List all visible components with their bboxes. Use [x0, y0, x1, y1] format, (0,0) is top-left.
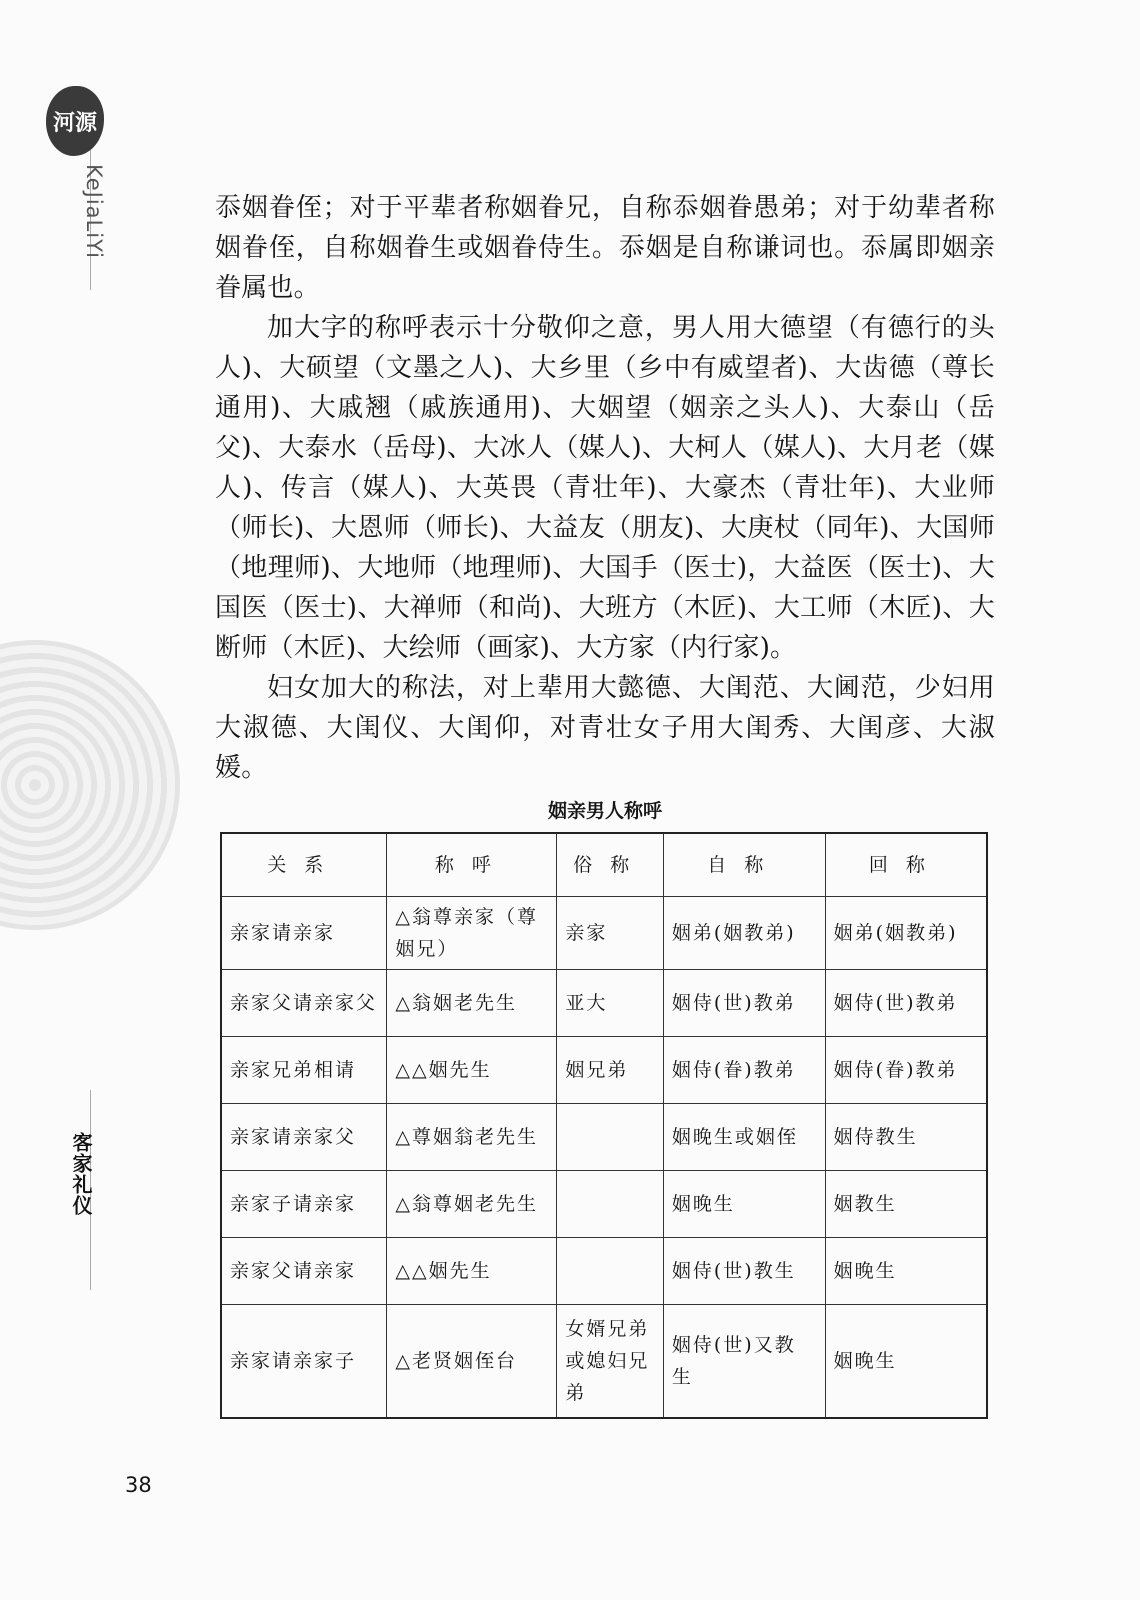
table-cell: 姻晚生: [825, 1238, 987, 1305]
table-cell: 亲家父请亲家: [221, 1238, 387, 1305]
table-cell: 亚大: [557, 970, 664, 1037]
table-cell: 亲家: [557, 897, 664, 970]
table-caption: 姻亲男人称呼: [547, 800, 662, 822]
table-cell: 姻侍教生: [825, 1104, 987, 1171]
page-number: 38: [125, 1473, 152, 1497]
header-self-reference: 自称: [663, 833, 825, 897]
table-row: [221, 1037, 987, 1104]
header-common-name: 俗称: [557, 833, 664, 897]
table-row: [221, 970, 987, 1037]
table-row: [221, 897, 987, 970]
table-cell: [557, 1104, 664, 1171]
table-cell: 姻晚生或姻侄: [663, 1104, 825, 1171]
header-address: 称呼: [387, 833, 557, 897]
header-relation: 关系: [221, 833, 387, 897]
header-reply-address: 回称: [825, 833, 987, 897]
paragraph: 忝姻眷侄；对于平辈者称姻眷兄，自称忝姻眷愚弟；对于幼辈者称姻眷侄，自称姻眷生或姻眷侍生。忝姻是自称谦词也。忝属即姻亲眷属也。: [215, 193, 995, 303]
table-cell: 姻侍(世)教弟: [825, 970, 987, 1037]
table-cell: 姻弟(姻教弟): [825, 897, 987, 970]
table-cell: 姻侍(世)教弟: [663, 970, 825, 1037]
body-text: [215, 188, 995, 788]
paragraph: 加大字的称呼表示十分敬仰之意，男人用大德望（有德行的头人)、大硕望（文墨之人)、大乡里（乡中有威望者)、大齿德（尊长通用)、大戚翘（戚族通用)、大姻望（姻亲之头人)、大泰山（岳父)、大泰水（岳母)、大冰人（媒人)、大柯人（媒人)、大月老（媒人)、传言（媒人)、大英畏（青壮年)、大豪杰（青壮年)、大业师（师长)、大恩师（师长)、大益友（朋友)、大庚杖（同年)、大国师（地理师)、大地师（地理师)、大国手（医士)，大益医（医士)、大国医（医士)、大禅师（和尚)、大班方（木匠)、大工师（木匠)、大断师（木匠)、大绘师（画家)、大方家（内行家)。: [215, 313, 995, 663]
table-cell: [557, 1171, 664, 1238]
table-cell: 姻侍(眷)教弟: [663, 1037, 825, 1104]
table-cell: 亲家兄弟相请: [221, 1037, 387, 1104]
table-row: [221, 1238, 987, 1305]
book-title: 客家礼仪: [69, 1132, 93, 1216]
table-cell: 姻兄弟: [557, 1037, 664, 1104]
table-cell: △△姻先生: [387, 1037, 557, 1104]
table-cell: 女婿兄弟或媳妇兄弟: [557, 1305, 664, 1419]
series-latin-title: KeJiaLiYi: [82, 164, 106, 259]
table-cell: 姻晚生: [663, 1171, 825, 1238]
table-cell: [557, 1238, 664, 1305]
table-cell: 亲家请亲家子: [221, 1305, 387, 1419]
table-cell: 亲家子请亲家: [221, 1171, 387, 1238]
table-cell: 亲家请亲家父: [221, 1104, 387, 1171]
table-cell: △△姻先生: [387, 1238, 557, 1305]
table-cell: △翁姻老先生: [387, 970, 557, 1037]
table-cell: 亲家请亲家: [221, 897, 387, 970]
table-cell: 姻晚生: [825, 1305, 987, 1419]
table-cell: 姻侍(眷)教弟: [825, 1037, 987, 1104]
table-cell: 姻弟(姻教弟): [663, 897, 825, 970]
logo-seal: [46, 86, 104, 156]
table-cell: 姻侍(世)教生: [663, 1238, 825, 1305]
table-cell: △老贤姻侄台: [387, 1305, 557, 1419]
paragraph: 妇女加大的称法，对上辈用大懿德、大闺范、大阃范，少妇用大淑德、大闺仪、大闺仰，对青壮女子用大闺秀、大闺彦、大淑媛。: [215, 673, 995, 783]
table-cell: 姻教生: [825, 1171, 987, 1238]
table-row: [221, 1305, 987, 1419]
table-header-row: [221, 833, 987, 897]
table-row: [221, 1171, 987, 1238]
table-row: [221, 1104, 987, 1171]
table-cell: 亲家父请亲家父: [221, 970, 387, 1037]
logo-text: 河源: [52, 110, 97, 136]
table-cell: △翁尊姻老先生: [387, 1171, 557, 1238]
table-cell: △尊姻翁老先生: [387, 1104, 557, 1171]
table-cell: 姻侍(世)又教生: [663, 1305, 825, 1419]
decorative-pattern: [0, 640, 180, 930]
table-cell: △翁尊亲家（尊姻兄）: [387, 897, 557, 970]
kinship-table: [220, 832, 988, 1419]
